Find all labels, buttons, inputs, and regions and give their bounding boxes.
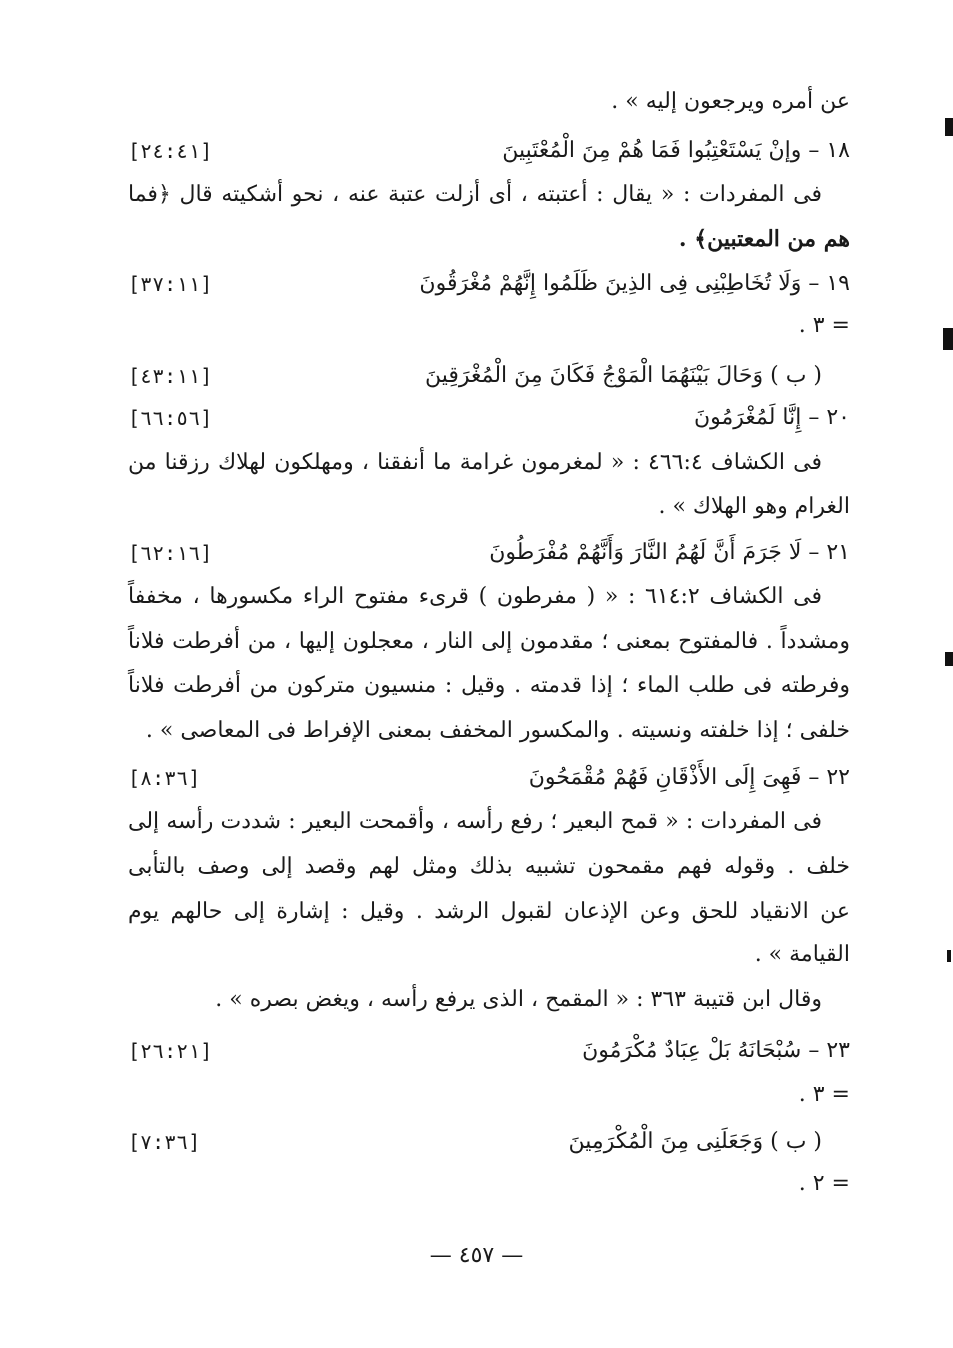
verse-22 (128, 758, 850, 798)
verse-text: ٢٠ – إِنَّا لَمُغْرَمُونَ (693, 405, 850, 430)
scan-mark (947, 950, 951, 962)
verse-20 (128, 398, 850, 438)
verse-19 (128, 264, 850, 304)
scan-mark (945, 118, 953, 136)
verse-23 (128, 1031, 850, 1071)
scan-mark (943, 328, 953, 350)
text-line: وقال ابن قتيبة ٣٦٣ : « المقمح ، الذى يرفع رأسه ، ويغض بصره » . (215, 987, 822, 1012)
verse-18 (128, 131, 850, 171)
verse-reference: [٧:٣٦] (128, 1130, 201, 1154)
text-line: عن الانقياد للحق وعن الإذعان لقبول الرشد . وقيل : إشارة إلى حالهم يوم (128, 899, 850, 924)
page-number: — ٤٥٧ — (429, 1243, 524, 1268)
text-line: خلفى ؛ إذا خلفته ونسيته . والمكسور المخفف بمعنى الإفراط فى المعاصى » . (145, 718, 850, 743)
text-line: عن أمره ويرجعون إليه » . (611, 89, 850, 114)
verse-text: ( ب ) وَحَالَ بَيْنَهُمَا الْمَوْجُ فَكَانَ مِنَ الْمُغْرَقِينَ (424, 363, 822, 388)
verse-reference: [٦٢:١٦] (128, 541, 213, 565)
verse-text: ٢٢ – فَهِىَ إِلَى الأَذْقَانِ فَهُمْ مُقْمَحُونَ (528, 765, 850, 790)
verse-text: ( ب ) وَجَعَلَنِى مِنَ الْمُكْرَمِينَ (568, 1129, 822, 1154)
text-line: وفرطته فى طلب الماء ؛ إذا قدمته . وقيل : منسيون متركون من أفرطت فلاناً (128, 673, 850, 698)
verse-reference: [٨:٣٦] (128, 766, 201, 790)
verse-reference: [٤٣:١١] (128, 364, 213, 388)
verse-text: ٢١ – لَا جَرَمَ أَنَّ لَهُمُ النَّارَ وَأَنَّهُمْ مُفْرَطُونَ (489, 540, 850, 565)
text-line: القيامة » . (754, 942, 850, 967)
text-line: فى الكشاف ٦١٤:٢ : « ( مفرطون ) قرىء مفتوح الراء مكسورها ، مخففاً (128, 584, 822, 609)
verse-text: ٢٣ – سُبْحَانَهُ بَلْ عِبَادٌ مُكْرَمُونَ (582, 1038, 850, 1063)
scan-mark (945, 652, 953, 666)
text-line: = ٣ . (798, 313, 850, 338)
verse-reference: [٢٤:٤١] (128, 139, 213, 163)
verse-21 (128, 533, 850, 573)
verse-text: ١٩ – وَلَا تُخَاطِبْنِى فِى الذِينَ ظَلَمُوا إِنَّهُمْ مُغْرَقُونَ (419, 271, 850, 296)
verse-reference: [٣٧:١١] (128, 272, 213, 296)
text-line: فى المفردات : « يقال : أعتبته ، أى أزلت عتبة عنه ، نحو أشكيته قال ﴿فما (128, 182, 822, 207)
text-line: هم من المعتبين﴾ . (678, 226, 850, 252)
verse-text: ١٨ – وإنْ يَسْتَعْتِبُوا فَمَا هُمْ مِنَ الْمُعْتَبِينَ (502, 138, 850, 163)
verse-19-b (128, 356, 850, 396)
text-line: خلف . وقوله فهم مقمحون تشبيه بذلك ومثل لهم وقصد إلى وصف بالتأبى (128, 854, 850, 879)
verse-reference: [٢٦:٢١] (128, 1039, 213, 1063)
text-line: ومشدداً . فالمفتوح بمعنى ؛ مقدمون إلى النار ، معجلون إليها ، من أفرطت فلاناً (128, 629, 850, 654)
verse-23-b (128, 1122, 850, 1162)
text-line: الغرام وهو الهلاك » . (658, 494, 850, 519)
text-line: = ٢ . (798, 1171, 850, 1196)
text-line: فى الكشاف ٤٦٦:٤ : « لمغرمون غرامة ما أنفقنا ، ومهلكون لهلاك رزقنا من (128, 450, 822, 475)
text-line: فى المفردات : « قمح البعير ؛ رفع رأسه ، وأقمحت البعير : شددت رأسه إلى (128, 809, 822, 834)
text-line: = ٣ . (798, 1082, 850, 1107)
verse-reference: [٦٦:٥٦] (128, 406, 213, 430)
